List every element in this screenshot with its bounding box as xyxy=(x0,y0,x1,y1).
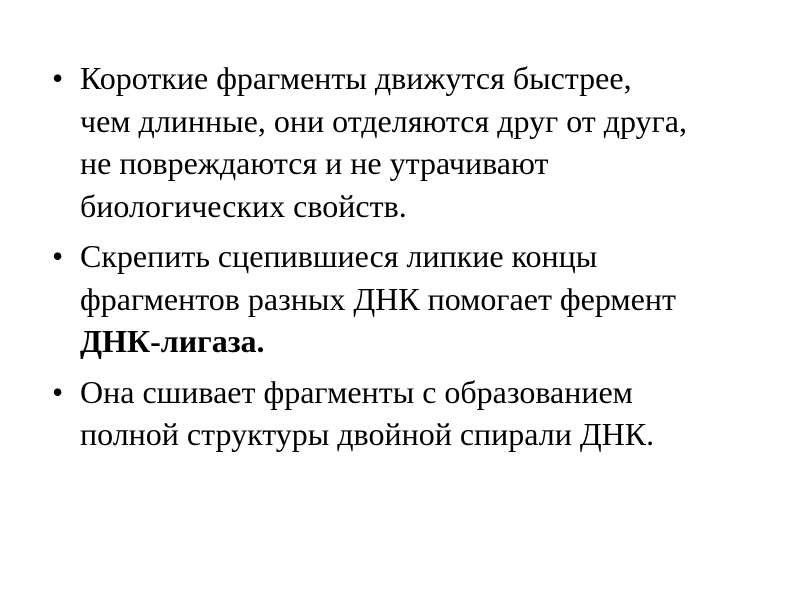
bullet-text-line: не повреждаются и не утрачивают xyxy=(80,145,549,181)
bullet-dot-icon: • xyxy=(52,60,64,96)
bullet-dot-icon: • xyxy=(52,373,64,410)
bullet-text-line: Короткие фрагменты движутся быстрее, xyxy=(80,60,632,96)
bullet-item-ligase xyxy=(48,235,768,363)
bullet-text-line: чем длинные, они отделяются друг от друга, xyxy=(80,102,687,139)
bullet-list xyxy=(48,57,768,464)
bullet-text-line: полной структуры двойной спирали ДНК. xyxy=(80,416,655,452)
bullet-text-line: биологических свойств. xyxy=(80,187,407,224)
bullet-item-double-helix xyxy=(48,371,768,456)
bullet-item-fragments-speed xyxy=(48,57,768,227)
bullet-text-line: Скрепить сцепившиеся липкие концы xyxy=(80,238,598,274)
bullet-text-bold-term: ДНК-лигаза. xyxy=(80,323,265,359)
bullet-dot-icon: • xyxy=(52,238,64,274)
bullet-text-line: фрагментов разных ДНК помогает фермент xyxy=(80,280,676,317)
bullet-text-line: Она сшивает фрагменты с образованием xyxy=(80,373,633,410)
